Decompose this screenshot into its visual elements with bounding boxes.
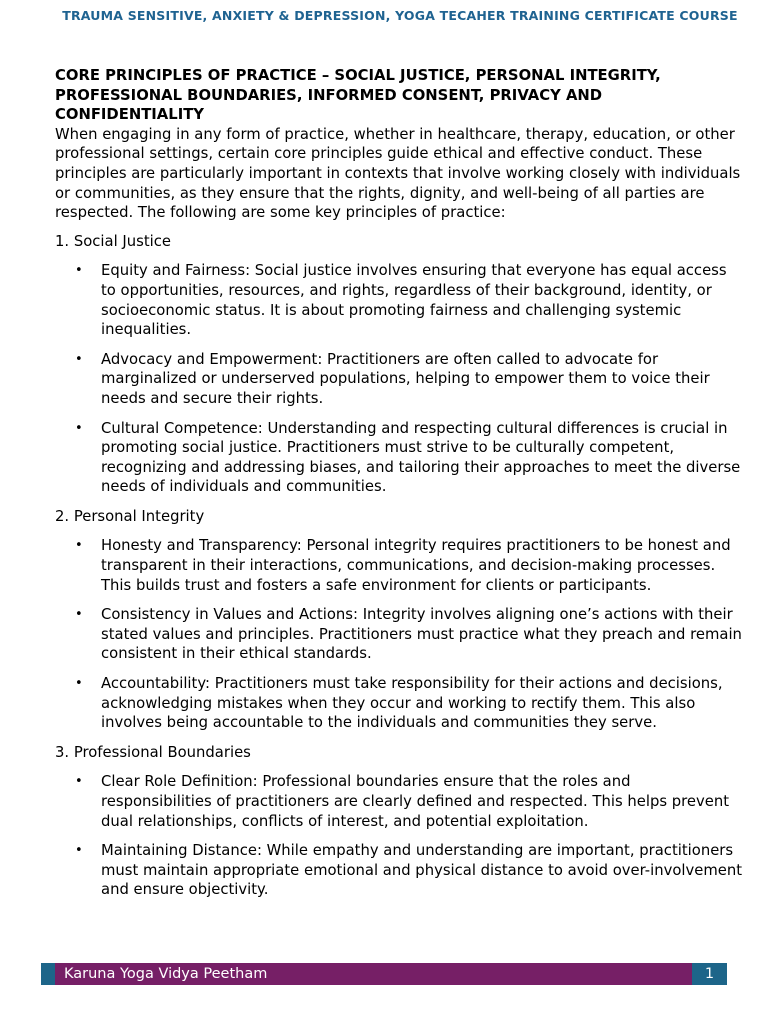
section-heading-social-justice: 1. Social Justice: [55, 232, 171, 250]
page-number: 1: [692, 963, 727, 985]
footer-institution: Karuna Yoga Vidya Peetham: [64, 966, 268, 982]
bullet-icon: •: [75, 607, 83, 623]
document-body: [55, 66, 745, 910]
bullet-text: Advocacy and Empowerment: Practitioners are often called to advocate for marginalized or underserved populations, helping to empower them to voice their needs and secure their rights.: [101, 350, 710, 407]
bullet-text: Equity and Fairness: Social justice involves ensuring that everyone has equal access to opportunities, resources, and rights, regardless of their background, identity, or socioeconomic status. It is about promoting fairness and challenging systemic inequalities.: [101, 262, 727, 339]
bullet-icon: •: [75, 420, 83, 436]
bullet-text: Consistency in Values and Actions: Integrity involves aligning one’s actions with their stated values and principles. Practitioners must practice what they preach and remain consistent in their ethical standards.: [101, 606, 742, 663]
list-item: [55, 419, 745, 497]
page-footer: [41, 963, 727, 985]
professional-boundaries-list: [55, 772, 745, 900]
bullet-icon: •: [75, 676, 83, 692]
personal-integrity-list: [55, 536, 745, 732]
intro-paragraph: When engaging in any form of practice, whether in healthcare, therapy, education, or other professional settings, certain core principles guide ethical and effective conduct. These principles are particularly important in contexts that involve working closely with individuals or communities, as they ensure that the rights, dignity, and well-being of all parties are respected. The following are some key principles of practice:: [55, 125, 741, 222]
list-item: [55, 605, 745, 664]
bullet-text: Honesty and Transparency: Personal integrity requires practitioners to be honest and transparent in their interactions, communications, and decision-making processes. This builds trust and fosters a safe environment for clients or participants.: [101, 537, 731, 594]
footer-bar: [55, 963, 692, 985]
list-item: [55, 772, 745, 831]
bullet-text: Accountability: Practitioners must take responsibility for their actions and decisions, acknowledging mistakes when they occur and working to rectify them. This also involves being accountable to the individuals and communities they serve.: [101, 675, 723, 732]
bullet-text: Maintaining Distance: While empathy and understanding are important, practitioners must maintain appropriate emotional and physical distance to avoid over-involvement and ensure objectivity.: [101, 842, 743, 899]
bullet-icon: •: [75, 774, 83, 790]
list-item: [55, 674, 745, 733]
bullet-icon: •: [75, 538, 83, 554]
list-item: [55, 841, 745, 900]
bullet-icon: •: [75, 351, 83, 367]
bullet-icon: •: [75, 263, 83, 279]
bullet-icon: •: [75, 843, 83, 859]
social-justice-list: [55, 261, 745, 497]
list-item: [55, 350, 745, 409]
footer-accent-strip: [41, 963, 55, 985]
list-item: [55, 261, 745, 339]
bullet-text: Cultural Competence: Understanding and respecting cultural differences is crucial in promoting social justice. Practitioners must strive to be culturally competent, recognizing and addressing biases, and tailoring their approaches to meet the diverse needs of individuals and communities.: [101, 419, 741, 496]
section-heading-professional-boundaries: 3. Professional Boundaries: [55, 743, 251, 761]
course-header: TRAUMA SENSITIVE, ANXIETY & DEPRESSION, YOGA TECAHER TRAINING CERTIFICATE COURSE: [62, 8, 738, 23]
list-item: [55, 536, 745, 595]
bullet-text: Clear Role Definition: Professional boundaries ensure that the roles and responsibilities of practitioners are clearly defined and respected. This helps prevent dual relationships, conflicts of interest, and potential exploitation.: [101, 773, 730, 830]
document-title: CORE PRINCIPLES OF PRACTICE – SOCIAL JUSTICE, PERSONAL INTEGRITY, PROFESSIONAL BOUNDARIES, INFORMED CONSENT, PRIVACY AND CONFIDENTIALITY: [55, 67, 661, 124]
section-heading-personal-integrity: 2. Personal Integrity: [55, 507, 205, 525]
